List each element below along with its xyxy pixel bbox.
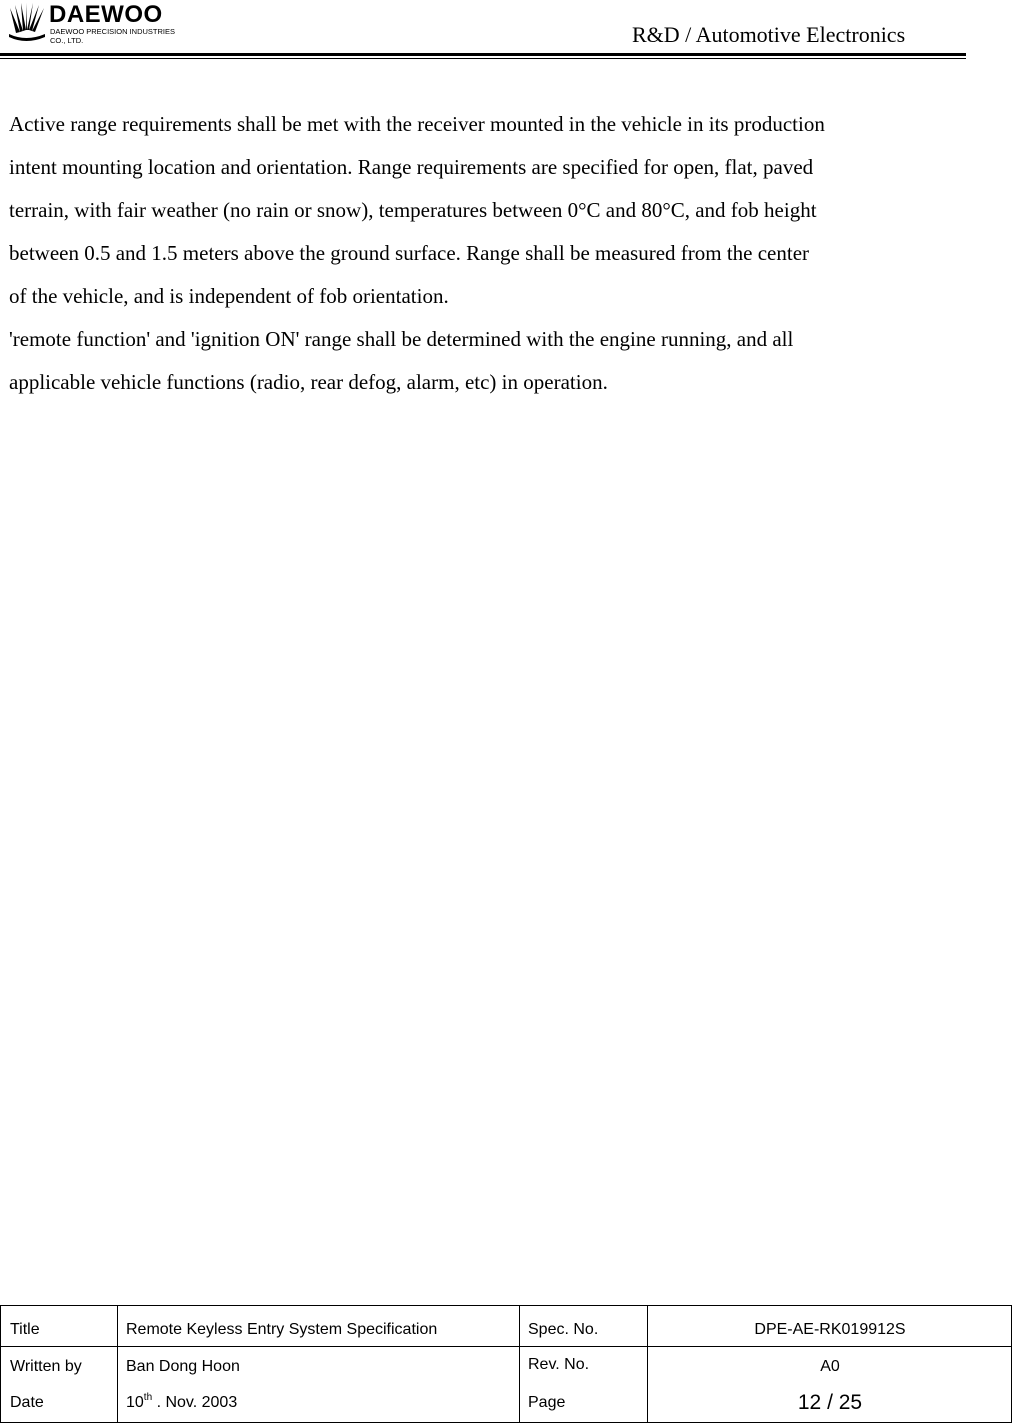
logo-wordmark: DAEWOO	[49, 1, 163, 28]
department-title: R&D / Automotive Electronics	[632, 22, 906, 47]
date-rest: . Nov. 2003	[152, 1394, 238, 1411]
body-line: of the vehicle, and is independent of fob orientation.	[9, 284, 449, 308]
written-by-value: Ban Dong Hoon	[126, 1358, 240, 1375]
body-text	[9, 103, 969, 404]
rev-value: A0	[820, 1358, 840, 1375]
date-label: Date	[10, 1394, 44, 1411]
page-header	[0, 0, 1013, 60]
date-day: 10	[126, 1394, 144, 1411]
body-line: between 0.5 and 1.5 meters above the ground surface. Range shall be measured from the center	[9, 241, 810, 265]
daewoo-fan-icon	[6, 2, 46, 42]
header-rule-thin	[0, 58, 966, 59]
date-suffix: th	[143, 1392, 153, 1403]
daewoo-logo	[6, 2, 186, 46]
table-divider	[519, 1306, 520, 1422]
body-line: Active range requirements shall be met with the receiver mounted in the vehicle in its production	[9, 112, 825, 136]
document-info-table	[0, 1305, 1012, 1423]
written-by-label: Written by	[10, 1358, 82, 1375]
logo-subtitle-line1: DAEWOO PRECISION INDUSTRIES	[50, 27, 176, 36]
logo-subtitle	[50, 27, 175, 45]
page-label: Page	[528, 1394, 566, 1411]
body-line: 'remote function' and 'ignition ON' range shall be determined with the engine running, and all	[9, 327, 794, 351]
spec-label: Spec. No.	[528, 1321, 599, 1338]
body-line: intent mounting location and orientation. Range requirements are specified for open, flat, paved	[9, 155, 814, 179]
spec-value: DPE-AE-RK019912S	[754, 1321, 906, 1338]
table-divider	[117, 1306, 118, 1422]
date-value	[126, 1393, 237, 1413]
logo-subtitle-line2: CO., LTD.	[50, 36, 84, 45]
body-line: applicable vehicle functions (radio, rear defog, alarm, etc) in operation.	[9, 370, 608, 394]
page-number: 12 / 25	[797, 1391, 863, 1414]
header-rule-thick	[0, 53, 966, 56]
title-label: Title	[10, 1321, 40, 1338]
title-value: Remote Keyless Entry System Specification	[126, 1321, 438, 1338]
table-row-divider	[1, 1346, 1011, 1347]
rev-label: Rev. No.	[528, 1356, 590, 1373]
body-line: terrain, with fair weather (no rain or snow), temperatures between 0°C and 80°C, and fob height	[9, 198, 817, 222]
